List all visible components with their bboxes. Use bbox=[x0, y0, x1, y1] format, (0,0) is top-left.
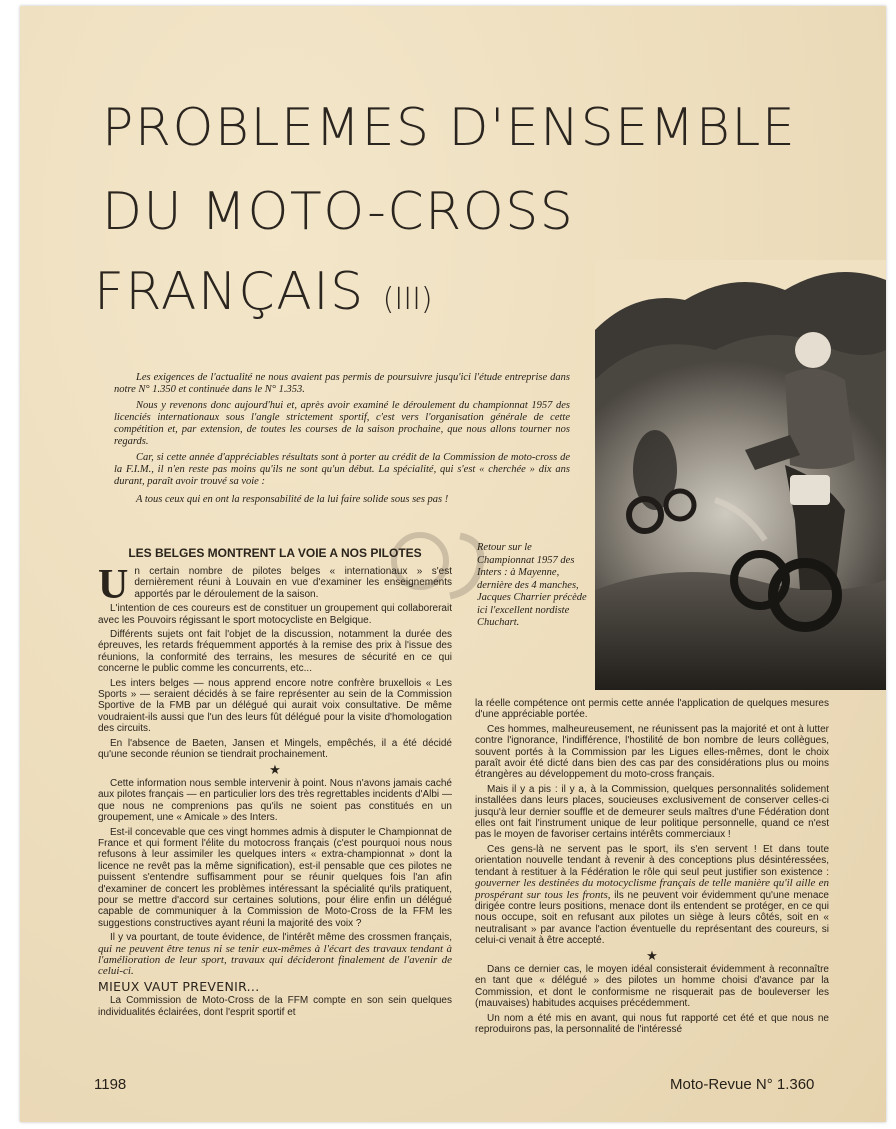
left-paragraph-3: Différents sujets ont fait l'objet de la discussion, notamment la durée des épreuves, les retards fréquemment apportés à la remise des prix à l'issue des réunions, la conformité des terrains, les mesures de sécurité en ce qui concerne le public comme les concurrents, etc... bbox=[98, 629, 452, 675]
intro-paragraph-4: A tous ceux qui en ont la responsabilité de la lui faire solide sous ses pas ! bbox=[136, 494, 449, 505]
drop-cap-letter: U bbox=[98, 562, 129, 608]
right-paragraph-6: Un nom a été mis en avant, qui nous fut rapporté cet été et que nous ne reproduirons pas, la personnalité de l'intéressé bbox=[475, 1012, 829, 1035]
right-paragraph-1: la réelle compétence ont permis cette année l'application de quelques mesures d'une appréciable portée. bbox=[475, 698, 829, 721]
left-paragraph-5: En l'absence de Baeten, Jansen et Mingels, empêchés, il a été décidé qu'une seconde réunion se tiendrait prochainement. bbox=[98, 737, 452, 761]
left-paragraph-8a: Il y va pourtant, de toute évidence, de l'intérêt même des crossmen français, bbox=[110, 932, 452, 944]
intro-paragraph-2: Nous y revenons donc aujourd'hui et, après avoir examiné le déroulement du championnat 1957 des licenciés internationaux sous l'angle strictement sportif, c'est vers l'organisation générale de cette compétition et, par extension, de toutes les courses de la saison prochaine, que nous allons tourner nos regards. bbox=[114, 400, 570, 447]
right-paragraph-4a: Ces gens-là ne servent pas le sport, ils s'en servent ! Et dans toute orientation nouvelle tendant à revenir à des conceptions plus désintéressées, tendant à restituer à la Fédération le rôle qui seul peut justifier son existence : bbox=[475, 843, 829, 878]
right-paragraph-4b: gouverner les destinées du motocyclisme français de telle manière qu'il aille en prospérant sur tous les fronts, bbox=[475, 877, 829, 901]
intro-paragraph-1: Les exigences de l'actualité ne nous avaient pas permis de poursuivre jusqu'ici l'étude entreprise dans notre N° 1.350 et continuée dans le N° 1.353. bbox=[114, 372, 570, 395]
left-paragraph-2: L'intention de ces coureurs est de constituer un groupement qui collaborerait avec les Pouvoirs régissant le sport motocycliste en Belgique. bbox=[98, 603, 452, 626]
star-separator-left: ★ bbox=[269, 761, 281, 777]
article-column-left bbox=[98, 546, 452, 1021]
left-paragraph-8b: qui ne peuvent être tenus ni se tenir eux-mêmes à l'écart des travaux tendant à l'amélioration de leur sport, travaux qui décideront finalement de l'avenir de celui-ci. bbox=[98, 942, 452, 978]
right-paragraph-4 bbox=[475, 844, 829, 947]
intro-paragraph-3: Car, si cette année d'appréciables résultats sont à porter au crédit de la Commission de moto-cross de la F.I.M., il n'en reste pas moins qu'ils ne sont qu'un début. La spécialité, qui s'est « cherchée » dix ans durant, paraît avoir trouvé sa voie : bbox=[114, 452, 570, 487]
right-paragraph-4c: ils ne peuvent voir évidemment qu'une menace dirigée contre leurs positions, menace dont ils entendent se protéger, en ce qui nous occupe, soit en refusant aux pilotes un siège à leurs côtés, soit en « neutralisant » par avance l'action éventuelle du représentant des coureurs, si celui-ci venait à être accepté. bbox=[475, 889, 829, 947]
headline-word-francais: FRANÇAIS bbox=[94, 262, 365, 322]
left-paragraph-8 bbox=[98, 932, 452, 978]
page-number: 1198 bbox=[94, 1076, 127, 1093]
star-separator-right: ★ bbox=[646, 947, 658, 963]
left-paragraph-9: La Commission de Moto-Cross de la FFM compte en son sein quelques individualités éclairées, dont l'esprit sportif et bbox=[98, 995, 452, 1018]
left-paragraph-6: Cette information nous semble intervenir à point. Nous n'avons jamais caché aux pilotes français — en particulier lors des très regrettables incidents d'Albi — que nous ne comprenions pas qu'ils ne soient pas constitués en un groupement, une « Amicale » des Inters. bbox=[98, 777, 452, 824]
magazine-page bbox=[20, 6, 886, 1122]
right-paragraph-3: Mais il y a pis : il y a, à la Commission, quelques personnalités solidement installées dans leurs places, soucieuses exclusivement de conserver celles-ci jusqu'à leur dernier souffle et de demeurer seuls maîtres d'une Fédération dont elles ont fait l'instrument unique de leur politique personnelle, quand ce n'est pas le moyen de favoriser certains intérêts commerciaux ! bbox=[475, 783, 829, 841]
right-paragraph-2: Ces hommes, malheureusement, ne réunissent pas la majorité et ont à lutter contre l'ignorance, l'indifférence, l'hostilité de bon nombre de leurs collègues, souvent portés à la Commission par les Ligues elles-mêmes, dont le choix paraît avoir été dicté dans bien des cas par des considérations plus ou moins étrangères au développement du moto-cross français. bbox=[475, 723, 829, 781]
headline-line-1: PROBLEMES D'ENSEMBLE bbox=[102, 98, 797, 158]
photo-caption: Retour sur le Championnat 1957 des Inters : à Mayenne, dernière des 4 manches, Jacques Charrier précède ici l'excellent nordiste Chuchart. bbox=[477, 542, 587, 628]
part-number: (III) bbox=[382, 282, 433, 317]
headline-line-3 bbox=[94, 262, 433, 322]
article-column-right bbox=[475, 698, 829, 1038]
left-paragraph-7: Est-il concevable que ces vingt hommes admis à disputer le Championnat de France et qui forment l'élite du motocross français (c'est pourquoi nous nous refusons à leur assimiler les quelques inters « extra-championnat » dont la licence ne revêt pas la même signification), est-il pensable que ces pilotes ne puissent s'entendre suffisamment pour se réunir quelques fois l'an afin d'examiner de concert les problèmes intéressant la spécialité qu'ils pratiquent, pour se mettre d'accord sur certaines solutions, pour élire enfin un délégué capable de communiquer à la Commission de Moto-Cross de la FFM les suggestions constructives ayant réuni la majorité des voix ? bbox=[98, 826, 452, 929]
left-paragraph-1 bbox=[98, 562, 452, 608]
magazine-issue: Moto-Revue N° 1.360 bbox=[670, 1076, 815, 1093]
left-paragraph-4: Les inters belges — nous apprend encore notre confrère bruxellois « Les Sports » — seraient décidés à se faire représenter au sein de la Commission Sportive de la FMB par un délégué qui aurait voix consultative. De même voudraient-ils aussi que l'un des leurs fût délégué pour la visite d'homologation des circuits. bbox=[98, 677, 452, 735]
intro-block bbox=[114, 372, 570, 510]
right-paragraph-5: Dans ce dernier cas, le moyen idéal consisterait évidemment à reconnaître en tant que « délégué » des pilotes un homme choisi d'avance par la Commission, et dont le conformisme ne risquerait pas de bouleverser les (mauvaises) habitudes acquises précédemment. bbox=[475, 963, 829, 1010]
subhead-belges: LES BELGES MONTRENT LA VOIE A NOS PILOTES bbox=[128, 546, 422, 560]
section-heading-prevenir: MIEUX VAUT PREVENIR... bbox=[98, 978, 260, 994]
headline-line-2: DU MOTO-CROSS bbox=[102, 182, 575, 242]
left-paragraph-1-text: n certain nombre de pilotes belges « internationaux » s'est dernièrement réuni à Louvain en vue d'examiner les enseignements apportés par le déroulement de la saison. bbox=[134, 566, 452, 600]
motocross-photo bbox=[595, 260, 886, 690]
